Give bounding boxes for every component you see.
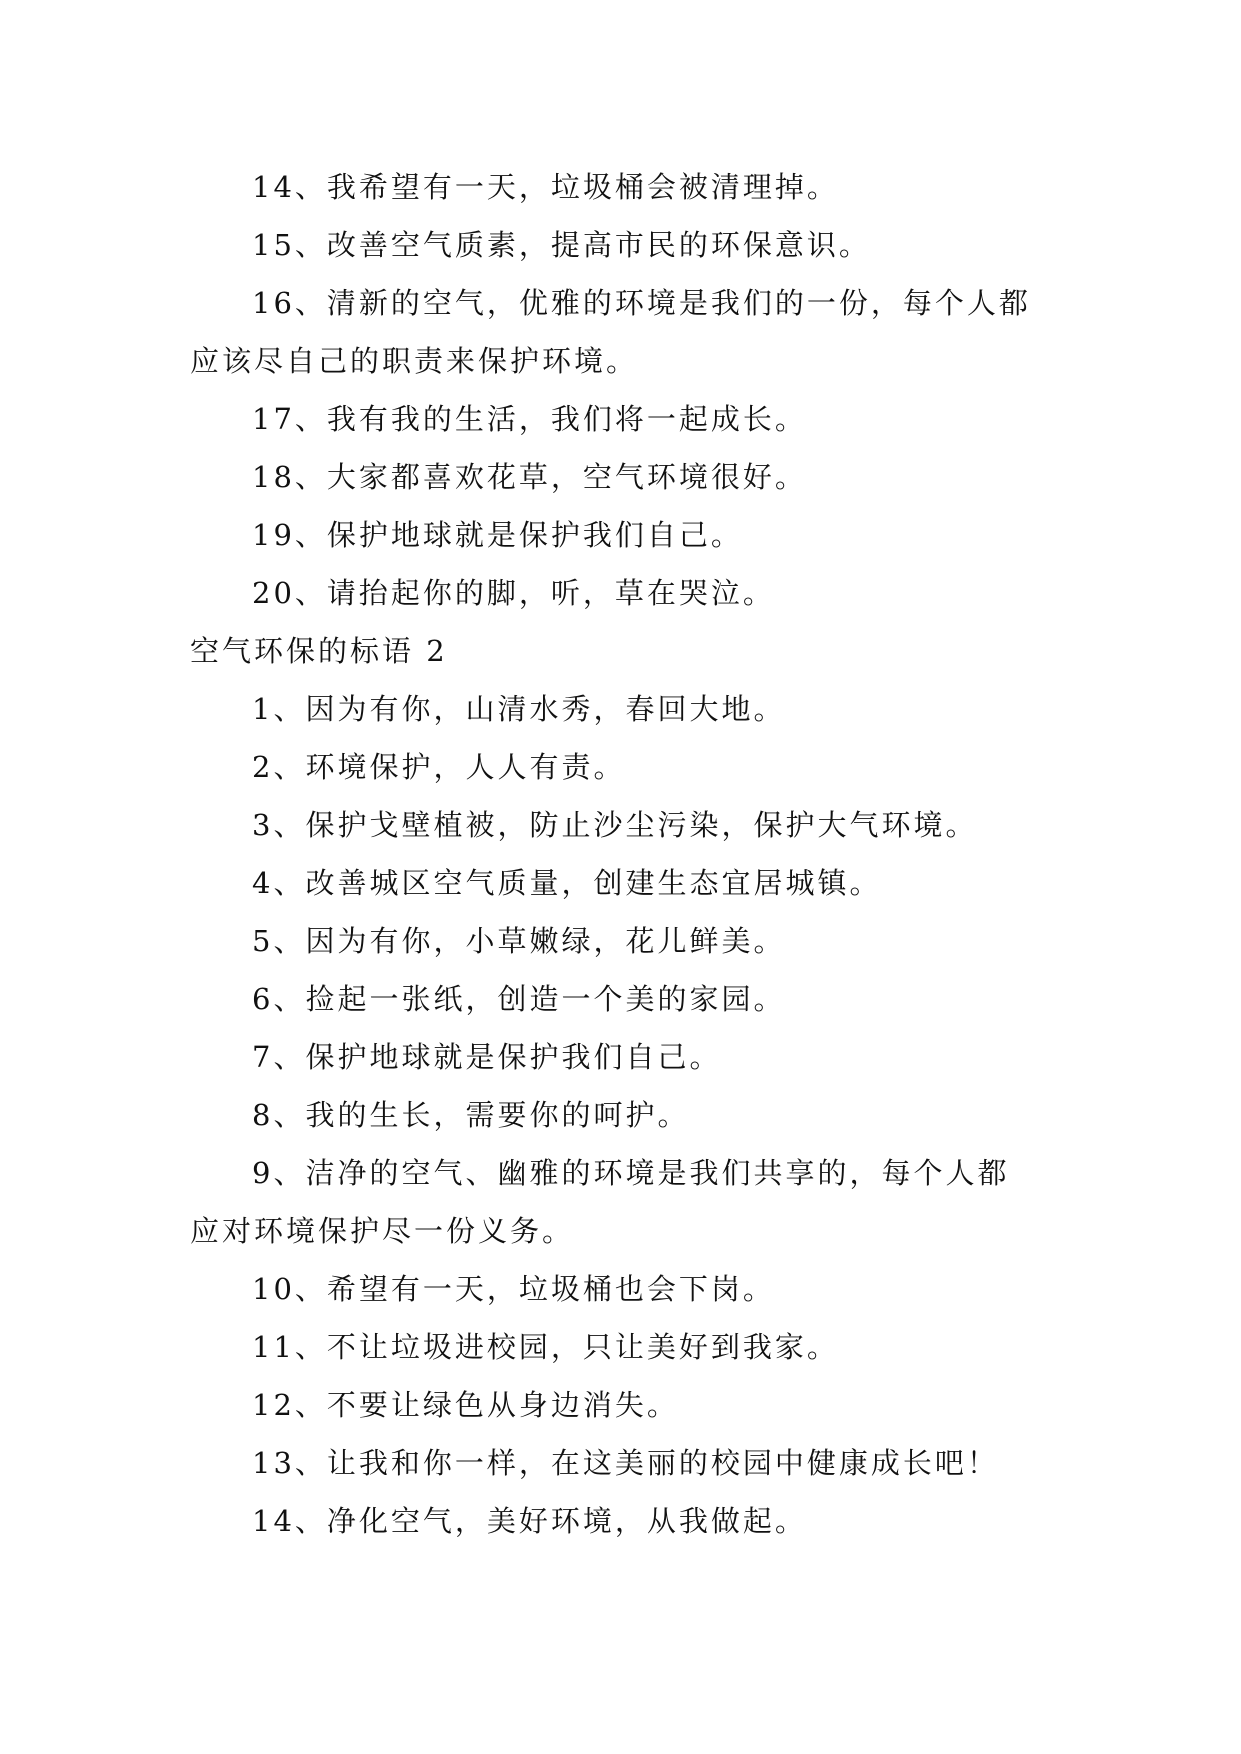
- text-line: 15、改善空气质素，提高市民的环保意识。: [252, 228, 871, 262]
- text-line: 4、改善城区空气质量，创建生态宜居城镇。: [252, 866, 882, 900]
- text-line: 19、保护地球就是保护我们自己。: [252, 518, 743, 552]
- text-line: 14、我希望有一天，垃圾桶会被清理掉。: [252, 170, 839, 204]
- text-line: 7、保护地球就是保护我们自己。: [252, 1040, 722, 1074]
- text-line: 20、请抬起你的脚，听，草在哭泣。: [252, 576, 775, 610]
- text-line: 10、希望有一天，垃圾桶也会下岗。: [252, 1272, 775, 1306]
- text-line: 17、我有我的生活，我们将一起成长。: [252, 402, 807, 436]
- text-line: 16、清新的空气，优雅的环境是我们的一份，每个人都: [252, 286, 1031, 320]
- text-line: 6、捡起一张纸，创造一个美的家园。: [252, 982, 786, 1016]
- text-line: 18、大家都喜欢花草，空气环境很好。: [252, 460, 807, 494]
- text-line: 11、不让垃圾进校园，只让美好到我家。: [252, 1330, 839, 1364]
- text-line: 9、洁净的空气、幽雅的环境是我们共享的，每个人都: [252, 1156, 1010, 1190]
- text-line: 13、让我和你一样，在这美丽的校园中健康成长吧！: [252, 1446, 999, 1480]
- text-line: 3、保护戈壁植被，防止沙尘污染，保护大气环境。: [252, 808, 978, 842]
- text-line: 12、不要让绿色从身边消失。: [252, 1388, 679, 1422]
- text-line: 应该尽自己的职责来保护环境。: [190, 344, 639, 378]
- text-line: 14、净化空气，美好环境，从我做起。: [252, 1504, 807, 1538]
- text-line: 应对环境保护尽一份义务。: [190, 1214, 575, 1248]
- text-line: 1、因为有你，山清水秀，春回大地。: [252, 692, 786, 726]
- section-heading: 空气环保的标语 2: [190, 634, 448, 668]
- text-line: 2、环境保护，人人有责。: [252, 750, 626, 784]
- text-line: 5、因为有你，小草嫩绿，花儿鲜美。: [252, 924, 786, 958]
- text-line: 8、我的生长，需要你的呵护。: [252, 1098, 690, 1132]
